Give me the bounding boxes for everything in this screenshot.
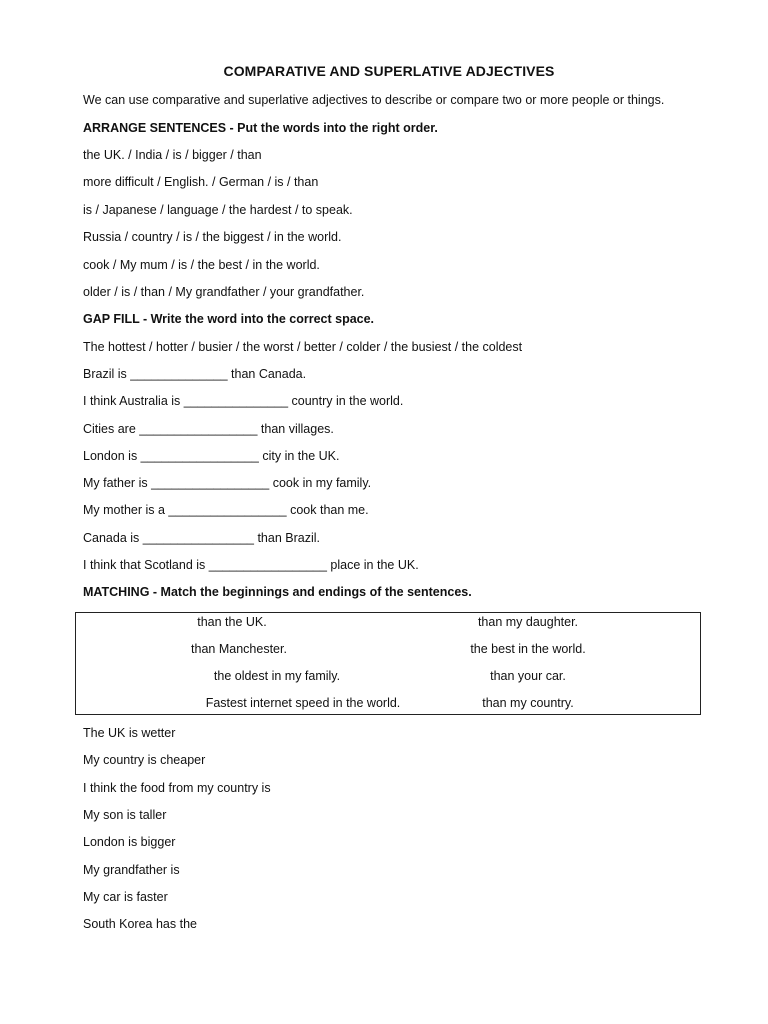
gapfill-item: My mother is a _________________ cook than me. — [83, 503, 369, 517]
gapfill-item: London is _________________ city in the UK. — [83, 449, 340, 463]
arrange-item: the UK. / India / is / bigger / than — [83, 148, 262, 162]
matching-beginning: My son is taller — [83, 808, 167, 822]
ending-option: than my country. — [482, 696, 574, 710]
matching-beginning: My country is cheaper — [83, 753, 206, 767]
gapfill-heading-instructions: - Write the word into the correct space. — [139, 312, 375, 326]
gapfill-word-bank: The hottest / hotter / busier / the worst / better / colder / the busiest / the coldest — [83, 340, 523, 354]
ending-option: Fastest internet speed in the world. — [205, 696, 401, 710]
matching-beginning: My grandfather is — [83, 863, 180, 877]
arrange-item: Russia / country / is / the biggest / in the world. — [83, 230, 342, 244]
gapfill-item: I think that Scotland is _________________ place in the UK. — [83, 558, 419, 572]
matching-beginning: My car is faster — [83, 890, 168, 904]
ending-option: than my daughter. — [477, 615, 579, 629]
arrange-item: more difficult / English. / German / is / than — [83, 175, 319, 189]
gapfill-heading-label: GAP FILL — [83, 312, 140, 326]
worksheet-title: COMPARATIVE AND SUPERLATIVE ADJECTIVES — [223, 63, 555, 79]
matching-beginning: South Korea has the — [83, 917, 197, 931]
arrange-item: cook / My mum / is / the best / in the world. — [83, 258, 320, 272]
gapfill-item: Cities are _________________ than villages. — [83, 422, 334, 436]
matching-beginning: I think the food from my country is — [83, 781, 271, 795]
matching-heading-label: MATCHING — [83, 585, 150, 599]
matching-beginning: London is bigger — [83, 835, 176, 849]
gapfill-heading — [83, 312, 374, 326]
arrange-heading — [83, 121, 438, 135]
matching-endings-box — [75, 612, 701, 715]
gapfill-item: I think Australia is _______________ country in the world. — [83, 394, 404, 408]
ending-option: than the UK. — [197, 615, 267, 629]
matching-heading-instructions: - Match the beginnings and endings of the sentences. — [149, 585, 472, 599]
matching-beginning: The UK is wetter — [83, 726, 176, 740]
gapfill-item: My father is _________________ cook in my family. — [83, 476, 372, 490]
ending-option: the oldest in my family. — [213, 669, 341, 683]
arrange-heading-instructions: - Put the words into the right order. — [226, 121, 438, 135]
gapfill-item: Brazil is ______________ than Canada. — [83, 367, 307, 381]
arrange-heading-label: ARRANGE SENTENCES — [83, 121, 227, 135]
ending-option: the best in the world. — [470, 642, 586, 656]
ending-option: than your car. — [490, 669, 566, 683]
intro-text: We can use comparative and superlative adjectives to describe or compare two or more people or things. — [83, 93, 665, 107]
ending-option: than Manchester. — [191, 642, 287, 656]
arrange-item: is / Japanese / language / the hardest / to speak. — [83, 203, 353, 217]
matching-heading — [83, 585, 472, 599]
gapfill-item: Canada is ________________ than Brazil. — [83, 531, 320, 545]
arrange-item: older / is / than / My grandfather / your grandfather. — [83, 285, 365, 299]
